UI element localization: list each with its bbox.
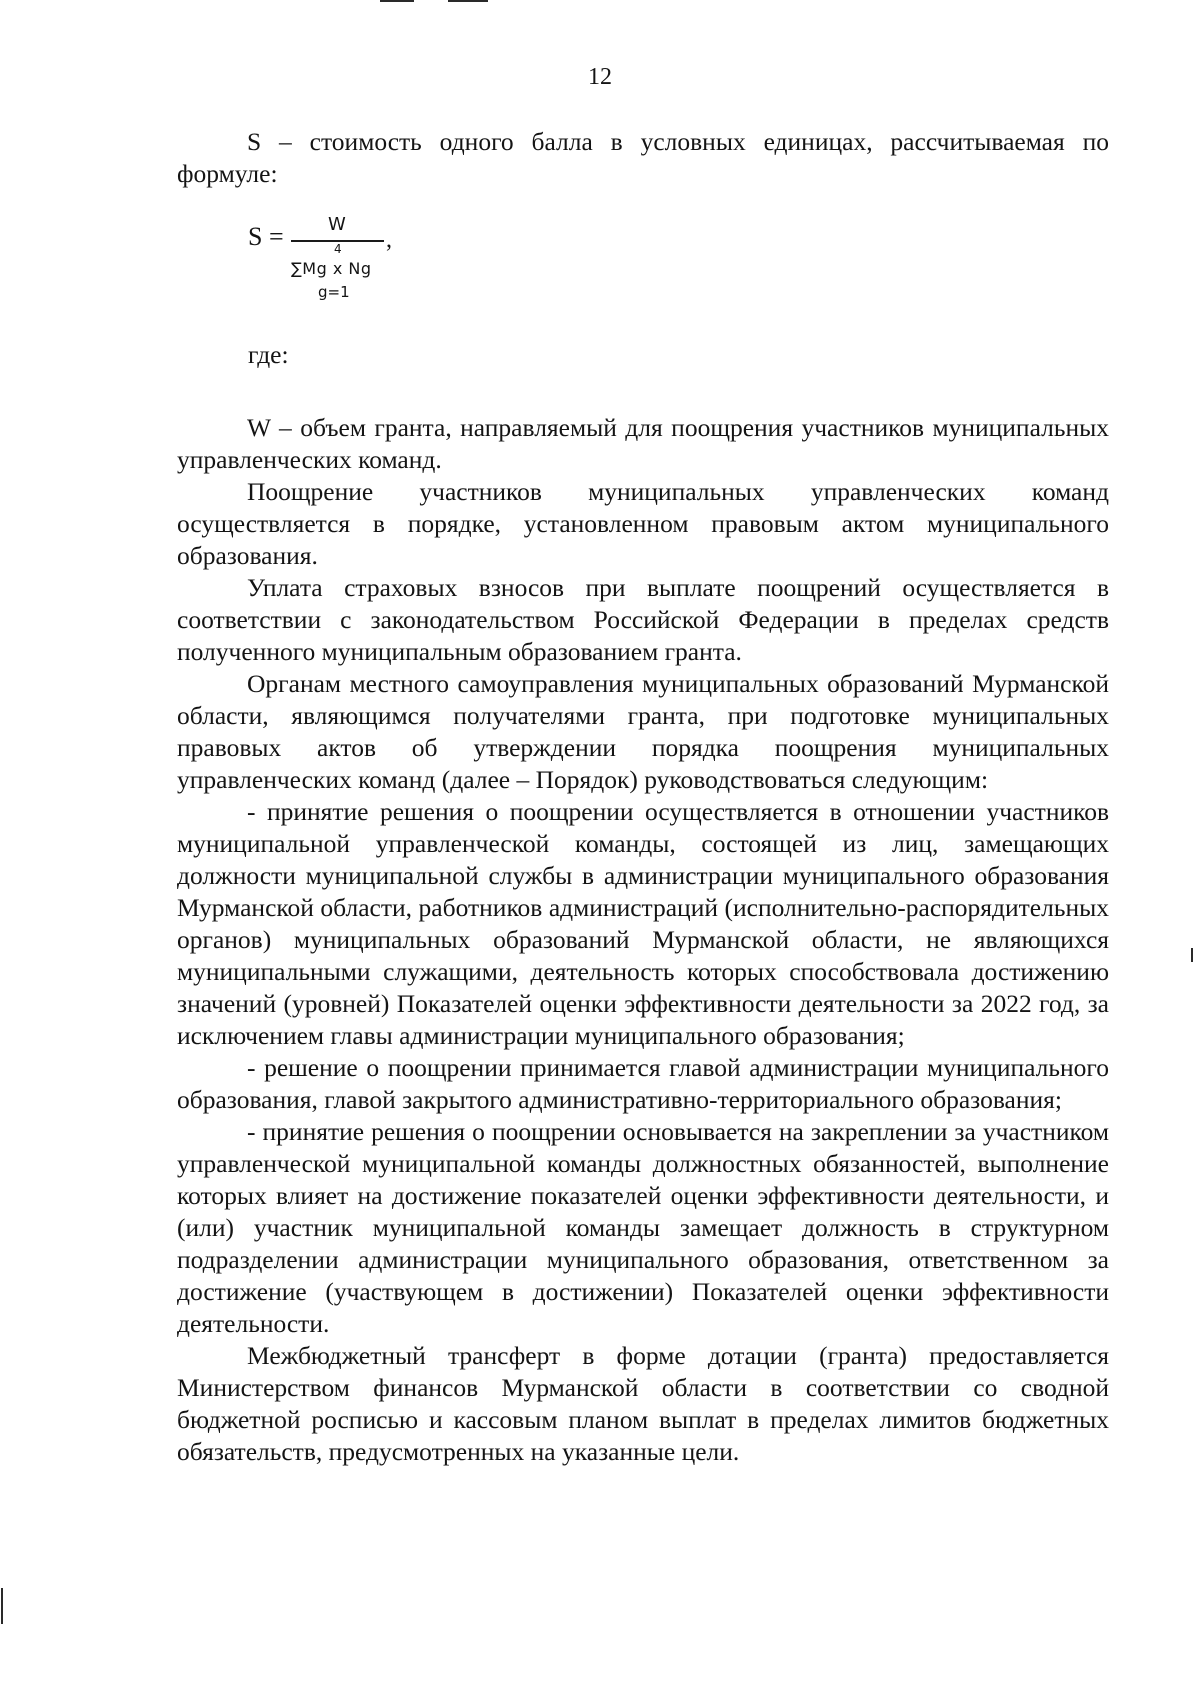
- s-definition-paragraph: S – стоимость одного балла в условных единицах, рассчитываемая по формуле:: [177, 127, 1109, 188]
- paragraph-local-authorities: Органам местного самоуправления муниципальных образований Мурманской области, являющимся получателями гранта, при подготовке муниципальных правовых актов об утверждении порядка поощрения муниципальных управленческих команд (далее – Порядок) руководствоваться следующим:: [177, 669, 1109, 794]
- scan-mark-right: [1191, 948, 1193, 962]
- formula-lhs: S =: [248, 222, 284, 251]
- where-label: где:: [248, 340, 289, 369]
- scan-mark-top-1: [380, 0, 414, 2]
- scan-mark-left: [1, 1588, 3, 1624]
- paragraph-insurance: Уплата страховых взносов при выплате поощрений осуществляется в соответствии с законодательством Российской Федерации в пределах средств полученного муниципальным образованием гранта.: [177, 573, 1109, 666]
- formula-sum-upper-limit: 4: [334, 242, 342, 256]
- list-item-decision-scope: - принятие решения о поощрении осуществляется в отношении участников муниципальной управленческой команды, состоящей из лиц, замещающих должности муниципальной службы в администрации муниципального образования Мурманской области, работников администраций (исполнительно-распорядительных органов) муниципальных образований Мурманской области, не являющихся муниципальными служащими, деятельность которых способствовала достижению значений (уровней) Показателей оценки эффективности деятельности за 2022 год, за исключением главы администрации муниципального образования;: [177, 797, 1109, 1050]
- formula-sum-lower-limit: g=1: [318, 283, 350, 301]
- formula-comma: ,: [386, 227, 392, 253]
- list-item-decision-maker: - решение о поощрении принимается главой администрации муниципального образования, главой закрытого административно-территориального образования;: [177, 1053, 1109, 1114]
- list-item-decision-basis: - принятие решения о поощрении основывается на закреплении за участником управленческой муниципальной команды должностных обязанностей, выполнение которых влияет на достижение показателей оценки эффективности деятельности, и (или) участник муниципальной команды замещает должность в структурном подразделении администрации муниципального образования, ответственном за достижение (участвующем в достижении) Показателей оценки эффективности деятельности.: [177, 1117, 1109, 1338]
- paragraph-incentive-order: Поощрение участников муниципальных управленческих команд осуществляется в порядке, установленном правовым актом муниципального образования.: [177, 477, 1109, 570]
- score-cost-formula: [248, 211, 448, 311]
- paragraph-w-definition: W – объем гранта, направляемый для поощрения участников муниципальных управленческих команд.: [177, 413, 1109, 474]
- s-definition-block: [177, 126, 1109, 190]
- formula-sum-term: ∑Mg x Ng: [291, 259, 372, 278]
- paragraph-transfer: Межбюджетный трансферт в форме дотации (гранта) предоставляется Министерством финансов Мурманской области в соответствии со сводной бюджетной росписью и кассовым планом выплат в пределах лимитов бюджетных обязательств, предусмотренных на указанные цели.: [177, 1341, 1109, 1466]
- page-number: 12: [588, 64, 612, 90]
- formula-numerator: W: [328, 214, 346, 235]
- scan-mark-top-2: [448, 0, 488, 2]
- main-text-block: [177, 412, 1109, 1468]
